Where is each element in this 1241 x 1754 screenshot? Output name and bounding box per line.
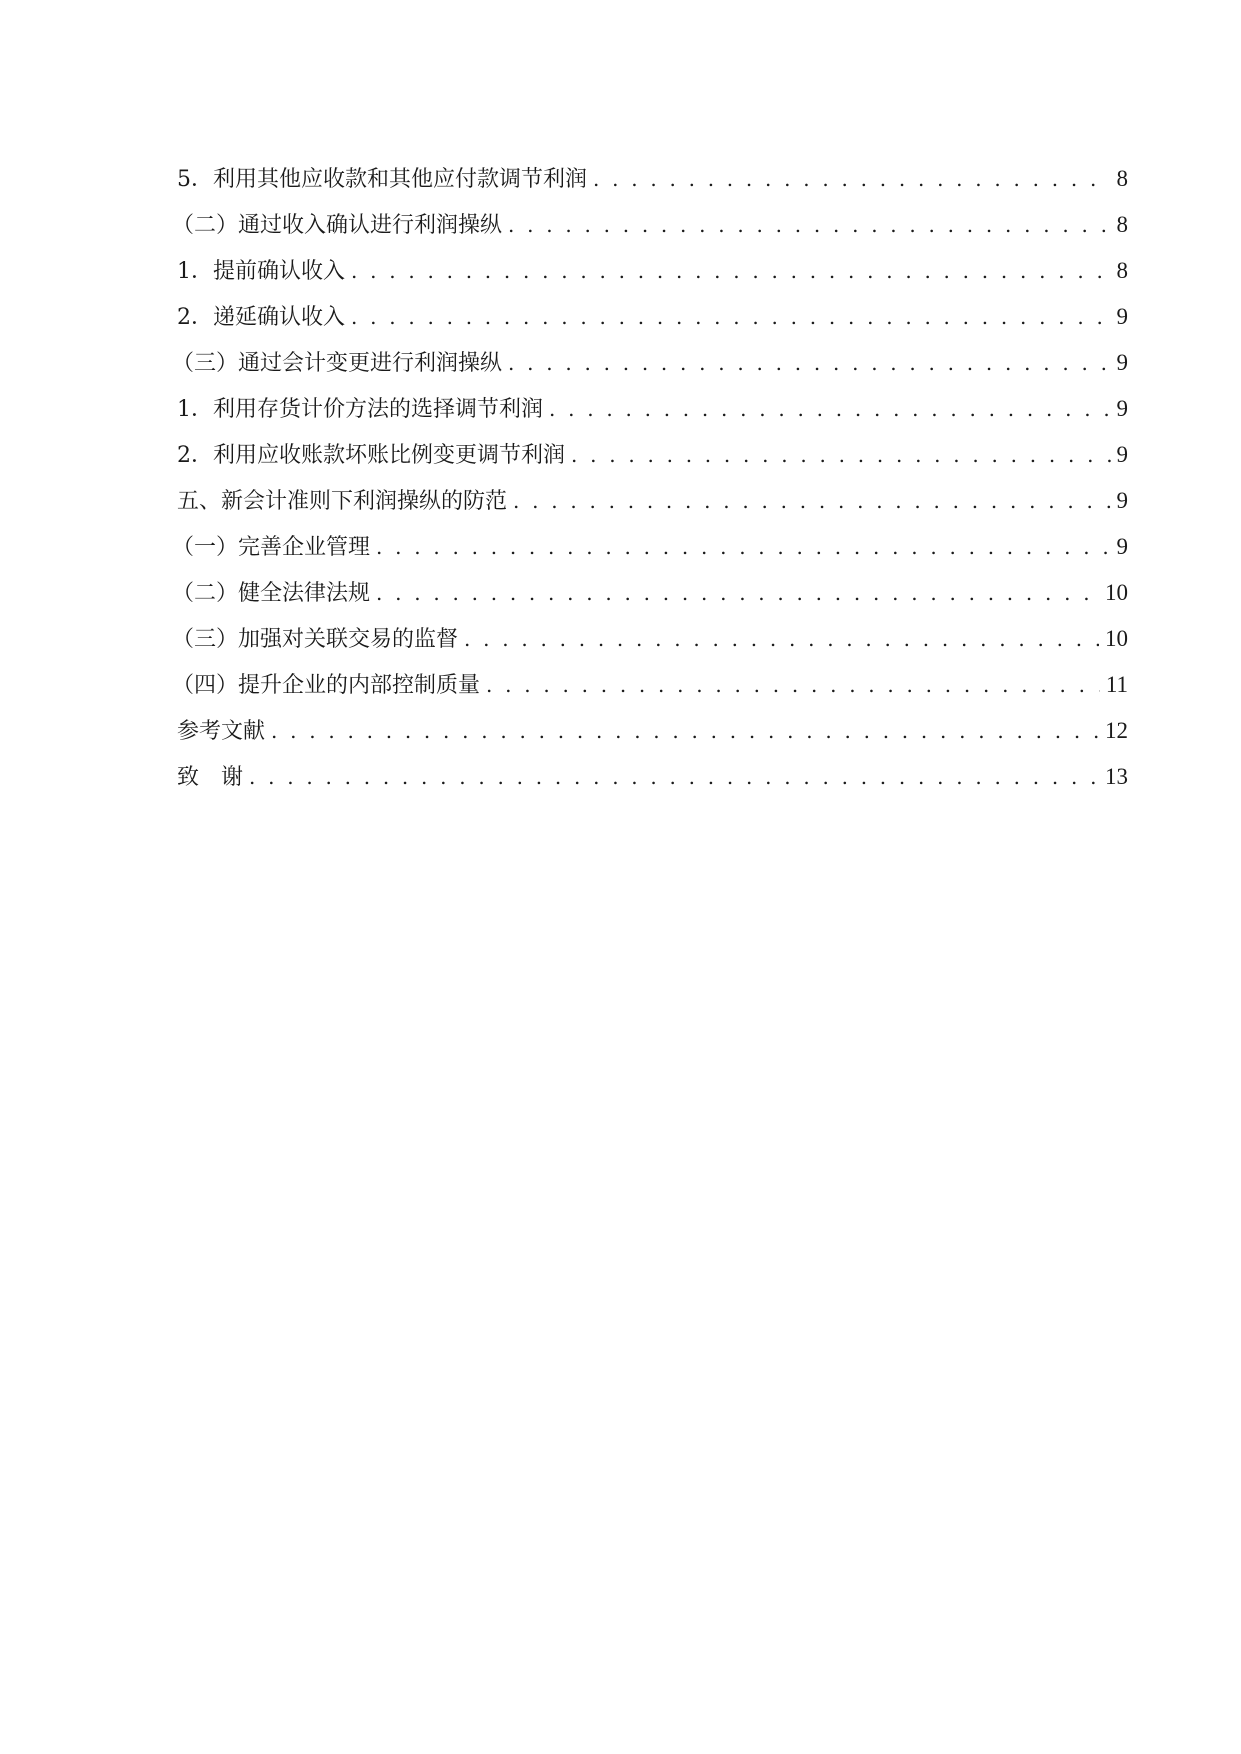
- toc-page-number: 12: [1105, 718, 1128, 743]
- dot-leader: [513, 478, 1110, 524]
- toc-entry-title: 五、新会计准则下利润操纵的防范: [177, 489, 508, 514]
- toc-entry-title: （一）完善企业管理: [172, 535, 371, 560]
- toc-page-number: 9: [1116, 442, 1128, 467]
- toc-entry[interactable]: [172, 662, 1128, 708]
- dot-leader: [549, 386, 1111, 432]
- toc-entry-title: 1．提前确认收入: [177, 259, 345, 284]
- toc-entry-title: 1．利用存货计价方法的选择调节利润: [177, 397, 543, 422]
- toc-page-number: 8: [1116, 166, 1128, 191]
- toc-entry[interactable]: [177, 432, 1128, 478]
- dot-leader: [249, 754, 1099, 800]
- toc-page-number: 11: [1105, 672, 1128, 697]
- toc-entry[interactable]: [177, 478, 1128, 524]
- dot-leader: [464, 616, 1099, 662]
- dot-leader: [571, 432, 1111, 478]
- toc-entry-title: 参考文献: [177, 719, 266, 744]
- toc-page-number: 13: [1105, 764, 1128, 789]
- toc-entry-title: （二）健全法律法规: [172, 581, 371, 606]
- toc-entry-title: （四）提升企业的内部控制质量: [172, 673, 481, 698]
- toc-page-number: 9: [1116, 350, 1128, 375]
- toc-entry-title: （二）通过收入确认进行利润操纵: [172, 213, 503, 238]
- dot-leader: [486, 662, 1100, 708]
- toc-entry[interactable]: [177, 386, 1128, 432]
- dot-leader: [376, 524, 1110, 570]
- dot-leader: [351, 294, 1111, 340]
- toc-entry-title: （三）加强对关联交易的监督: [172, 627, 459, 652]
- toc-page-number: 10: [1105, 580, 1128, 605]
- toc-page-number: 8: [1116, 258, 1128, 283]
- toc-page-number: 9: [1116, 304, 1128, 329]
- toc-entry-title: 2．递延确认收入: [177, 305, 345, 330]
- toc-entry[interactable]: [172, 616, 1128, 662]
- toc-page-number: 9: [1116, 534, 1128, 559]
- toc-entry-title: 5．利用其他应收款和其他应付款调节利润: [177, 167, 587, 192]
- dot-leader: [351, 248, 1111, 294]
- toc-page-number: 10: [1105, 626, 1128, 651]
- table-of-contents: [172, 156, 1128, 800]
- toc-entry-title: 2．利用应收账款坏账比例变更调节利润: [177, 443, 565, 468]
- toc-entry[interactable]: [172, 202, 1128, 248]
- toc-entry-title: （三）通过会计变更进行利润操纵: [172, 351, 503, 376]
- toc-page-number: 9: [1116, 396, 1128, 421]
- dot-leader: [508, 340, 1110, 386]
- toc-page-number: 8: [1116, 212, 1128, 237]
- dot-leader: [593, 156, 1111, 202]
- toc-entry[interactable]: [177, 708, 1128, 754]
- toc-entry[interactable]: [177, 156, 1128, 202]
- dot-leader: [508, 202, 1110, 248]
- toc-entry[interactable]: [172, 524, 1128, 570]
- toc-entry[interactable]: [177, 754, 1128, 800]
- toc-page-number: 9: [1116, 488, 1128, 513]
- toc-entry[interactable]: [172, 570, 1128, 616]
- toc-entry[interactable]: [177, 294, 1128, 340]
- toc-entry-title: 致 谢: [177, 765, 244, 790]
- toc-entry[interactable]: [177, 248, 1128, 294]
- dot-leader: [376, 570, 1099, 616]
- toc-entry[interactable]: [172, 340, 1128, 386]
- dot-leader: [271, 708, 1099, 754]
